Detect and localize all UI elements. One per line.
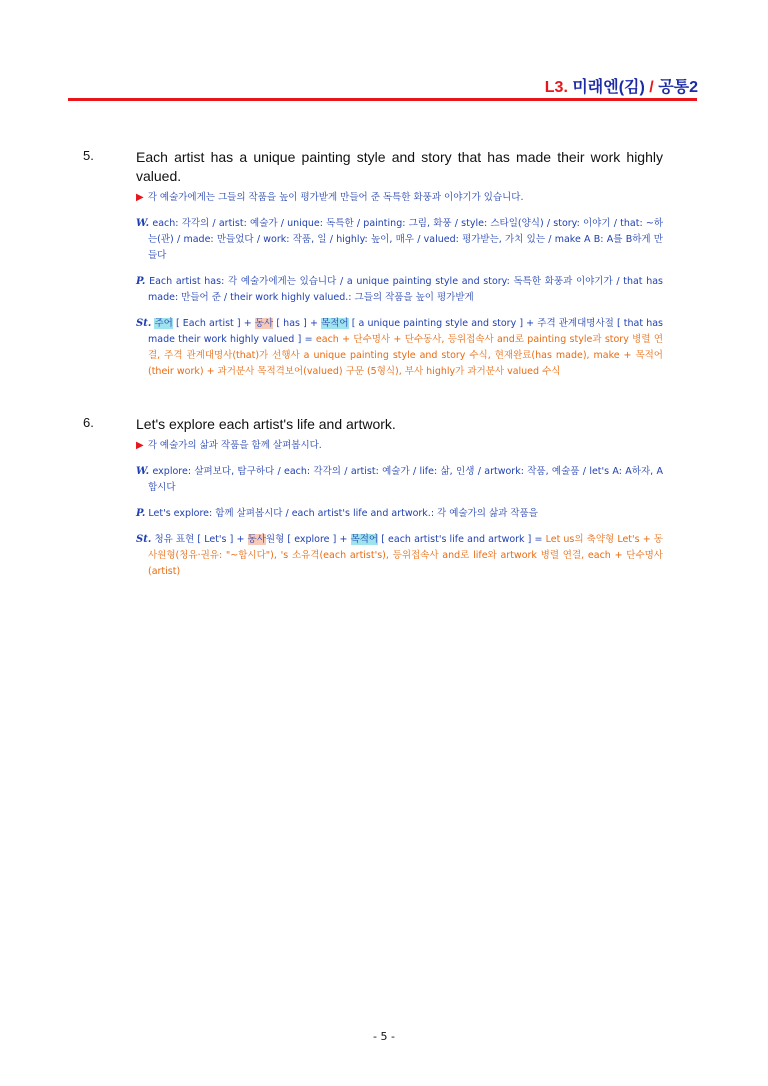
lesson-label: L3. <box>544 79 568 96</box>
phrase-tag: P. <box>136 276 146 287</box>
object-highlight: 목적어 <box>321 318 349 329</box>
arrow-icon: ▶ <box>136 192 144 203</box>
grammar-note: Let us의 축약형 Let's + 동사원형(청유·권유: "~합시다"), 's 소유격(each artist's), 등위접속사 and로 life와 artwork 병렬 연결, each + 단수명사(artist) <box>148 534 663 577</box>
word-list: W. explore: 살펴보다, 탐구하다 / each: 각각의 / artist: 예술가 / life: 삶, 인생 / artwork: 작품, 예술품 / let's A: A하자, A합시다 <box>136 466 663 493</box>
phrase-list: P. Let's explore: 함께 살펴봅시다 / each artist's life and artwork.: 각 예술가의 삶과 작품을 <box>136 508 538 519</box>
item-number: 6. <box>83 415 94 430</box>
subject-highlight: 주어 <box>154 318 173 329</box>
arrow-icon: ▶ <box>136 440 144 451</box>
sentence-item-5 <box>83 148 663 380</box>
header-rule <box>68 98 697 101</box>
phrase-tag: P. <box>136 508 146 519</box>
textbook-name: 미래엔(김) <box>572 79 645 96</box>
common-label: 공통2 <box>658 79 698 96</box>
verb-highlight: 동사 <box>254 318 274 329</box>
header-separator: / <box>649 79 654 96</box>
object-highlight: 목적어 <box>350 534 379 545</box>
item-number: 5. <box>83 148 94 163</box>
grammar-note: each + 단수명사 + 단수동사, 등위접속사 and로 painting style과 story 병렬 연결, 주격 관계대명사(that)가 선행사 a unique painting style and story 수식, 현재완료(has made), make + 목적어(their work) + 과거분사 목적격보어(valued) 구문 (5형식), 부사 highly가 과거분사 valued 수식 <box>148 334 663 377</box>
structure-tag: St. <box>136 318 152 329</box>
page-number: - 5 - <box>373 1030 395 1043</box>
english-sentence: Let's explore each artist's life and artwork. <box>136 416 396 432</box>
word-list: W. each: 각각의 / artist: 예술가 / unique: 독특한 / painting: 그림, 화풍 / style: 스타일(양식) / story: 이야기 / that: ~하는(관) / made: 만들었다 / work: 작품, 일 / highly: 높이, 매우 / valued: 평가받는, 가치 있는 / make A B: A를 B하게 만들다 <box>136 218 663 261</box>
translation: ▶ 각 예술가에게는 그들의 작품을 높이 평가받게 만들어 준 독특한 화풍과 이야기가 있습니다. <box>136 192 524 203</box>
verb-highlight: 동사 <box>247 534 266 545</box>
phrase-list: P. Each artist has: 각 예술가에게는 있습니다 / a unique painting style and story: 독특한 화풍과 이야기가 / that has made: 만들어 준 / their work highly valued.: 그들의 작품을 높이 평가받게 <box>136 276 664 303</box>
words-tag: W. <box>136 218 150 229</box>
words-tag: W. <box>136 466 150 477</box>
sentence-item-6 <box>83 415 663 580</box>
translation: ▶ 각 예술가의 삶과 작품을 함께 살펴봅시다. <box>136 440 322 451</box>
structure-tag: St. <box>136 534 152 545</box>
structure-analysis: St. 주어 [ Each artist ] + 동사 [ has ] + 목적어 [ a unique painting style and story ] + 주격 관계대명사절 [ that has made their work highly valued ] = each + 단수명사 + 단수동사, 등위접속사 and로 painting style과 story 병렬 연결, 주격 관계대명사(that)가 선행사 a unique painting style and story 수식, 현재완료(has made), make + 목적어(their work) + 과거분사 목적격보어(valued) 구문 (5형식), 부사 highly가 과거분사 valued 수식 <box>136 318 664 377</box>
english-sentence: Each artist has a unique painting style and story that has made their work highly valued. <box>136 149 663 184</box>
structure-analysis: St. 청유 표현 [ Let's ] + 동사원형 [ explore ] + 목적어 [ each artist's life and artwork ] = Let us의 축약형 Let's + 동사원형(청유·권유: "~합시다"), 's 소유격(each artist's), 등위접속사 and로 life와 artwork 병렬 연결, each + 단수명사(artist) <box>136 534 663 577</box>
document-header <box>545 74 698 97</box>
